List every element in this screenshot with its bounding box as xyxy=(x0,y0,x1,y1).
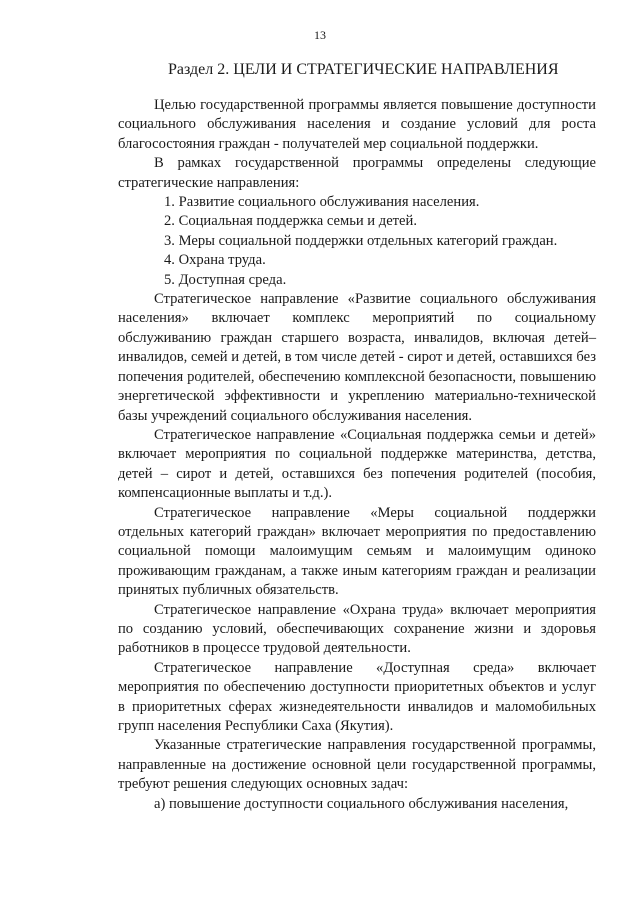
paragraph-intro: В рамках государственной программы определены следующие стратегические направления: xyxy=(118,155,596,191)
paragraph-task-a: а) повышение доступности социального обслуживания населения, xyxy=(154,795,569,812)
section-title: Раздел 2. ЦЕЛИ И СТРАТЕГИЧЕСКИЕ НАПРАВЛЕНИЯ xyxy=(168,61,559,78)
paragraph-tasks-intro: Указанные стратегические направления государственной программы, направленные на достижение основной цели государственной программы, требуют решения следующих основных задач: xyxy=(118,737,596,793)
paragraph-family-support: Стратегическое направление «Социальная поддержка семьи и детей» включает мероприятия по социальной поддержке материнства, детства, детей – сирот и детей, оставшихся без попечения родителей (пособия, компенсационные выплаты и т.д.). xyxy=(118,426,596,502)
list-item-direction-3: 3. Меры социальной поддержки отдельных категорий граждан. xyxy=(164,232,558,249)
paragraph-social-services: Стратегическое направление «Развитие социального обслуживания населения» включает комплекс мероприятий по социальному обслуживанию граждан старшего возраста, инвалидов, включая детей–инвалидов, семей и детей, в том числе детей - сирот и детей, оставшихся без попечения родителей, обеспечению комплексной безопасности, повышению энергетической эффективности и укреплению материально-технической базы учреждений социального обслуживания населения. xyxy=(118,291,596,424)
list-item-direction-2: 2. Социальная поддержка семьи и детей. xyxy=(164,213,417,230)
list-item-direction-1: 1. Развитие социального обслуживания населения. xyxy=(164,194,480,211)
paragraph-categories-support: Стратегическое направление «Меры социальной поддержки отдельных категорий граждан» включает мероприятия по предоставлению социальной помощи малоимущим семьям и малоимущим одиноко проживающим гражданам, а также иным категориям граждан и реализации принятых публичных обязательств. xyxy=(118,504,596,599)
paragraph-goal: Целью государственной программы является повышение доступности социального обслуживания населения и создание условий для роста благосостояния граждан - получателей мер социальной поддержки. xyxy=(118,97,596,152)
body-text xyxy=(118,96,596,814)
paragraph-labor-protection: Стратегическое направление «Охрана труда» включает мероприятия по созданию условий, обеспечивающих сохранение жизни и здоровья работников в процессе трудовой деятельности. xyxy=(118,601,596,657)
paragraph-accessible-environment: Стратегическое направление «Доступная среда» включает мероприятия по обеспечению доступности приоритетных объектов и услуг в приоритетных сферах жизнедеятельности инвалидов и маломобильных групп населения Республики Саха (Якутия). xyxy=(118,659,596,734)
list-item-direction-4: 4. Охрана труда. xyxy=(164,252,266,269)
list-item-direction-5: 5. Доступная среда. xyxy=(164,271,287,288)
page-number: 13 xyxy=(314,28,326,42)
